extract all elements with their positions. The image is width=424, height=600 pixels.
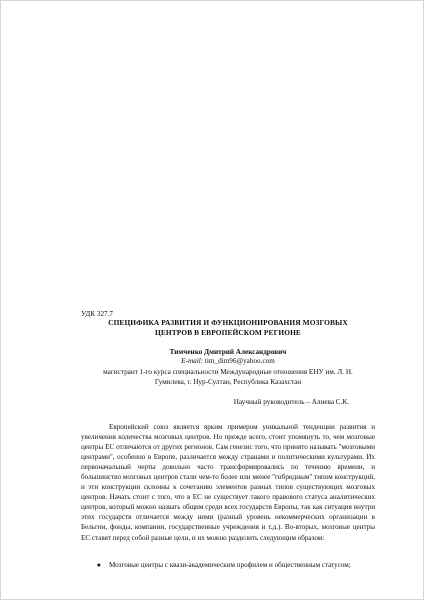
bullet-icon: ● (96, 561, 101, 569)
email-address: tim_dim96@yahoo.com (204, 357, 275, 365)
body-paragraph: Европейский союз является ярким примером уникальной тенденции развития и увеличения количества мозговых центров. Но прежде всего, стоит упомянуть то, чем мозговые центры ЕС отличаются от других регионов. Сам генезис того, что принято называть "мозговыми центрами", особенно в Европе, различается между странами и политическими культурами. Их первоначальный черты довольно часто трансформировались по течению времени, и большинство мозговых центров стали чем-то более или менее "гибридным" типом конструкций, и эти конструкции склонны к сочетанию элементов разных типов существующих мозговых центров. Начать стоит с того, что в ЕС не существует такого правового статуса аналитических центров, который можно назвать общим среди всех государств Европы, так как ситуация внутри этих государств отличается между ними (разный уровень некоммерческих организации в Бельгии, фонды, компании, государственные учреждения и т.д.). Во-вторых, мозговые центры ЕС ставят перед собой разные цели, и их можно разделить следующим образом: (81, 423, 375, 542)
scientific-supervisor: Научный руководитель – Алиева С.К. (233, 398, 349, 406)
affiliation-line-1: магистрант 1-го курса специальности Международные отношения ЕНУ им. Л. Н. (103, 368, 353, 376)
author-affiliation (81, 367, 375, 387)
article-title (81, 318, 375, 338)
author-name: Тимченко Дмитрий Александрович (169, 348, 287, 356)
list-item-text: Мозговые центры с квази-академическим профилем и общественным статусом; (109, 561, 351, 569)
author-email-line (81, 357, 375, 366)
article-title-line-1: СПЕЦИФИКА РАЗВИТИЯ И ФУНКЦИОНИРОВАНИЯ МОЗГОВЫХ (108, 318, 348, 327)
list-item (81, 560, 375, 570)
article-title-line-2: ЦЕНТРОВ В ЕВРОПЕЙСКОМ РЕГИОНЕ (155, 328, 301, 337)
udk-code: УДК 327.7 (81, 310, 114, 318)
affiliation-line-2: Гумилева, г. Нур-Султан, Республика Казахстан (154, 378, 302, 386)
email-label: E-mail: (181, 357, 204, 365)
